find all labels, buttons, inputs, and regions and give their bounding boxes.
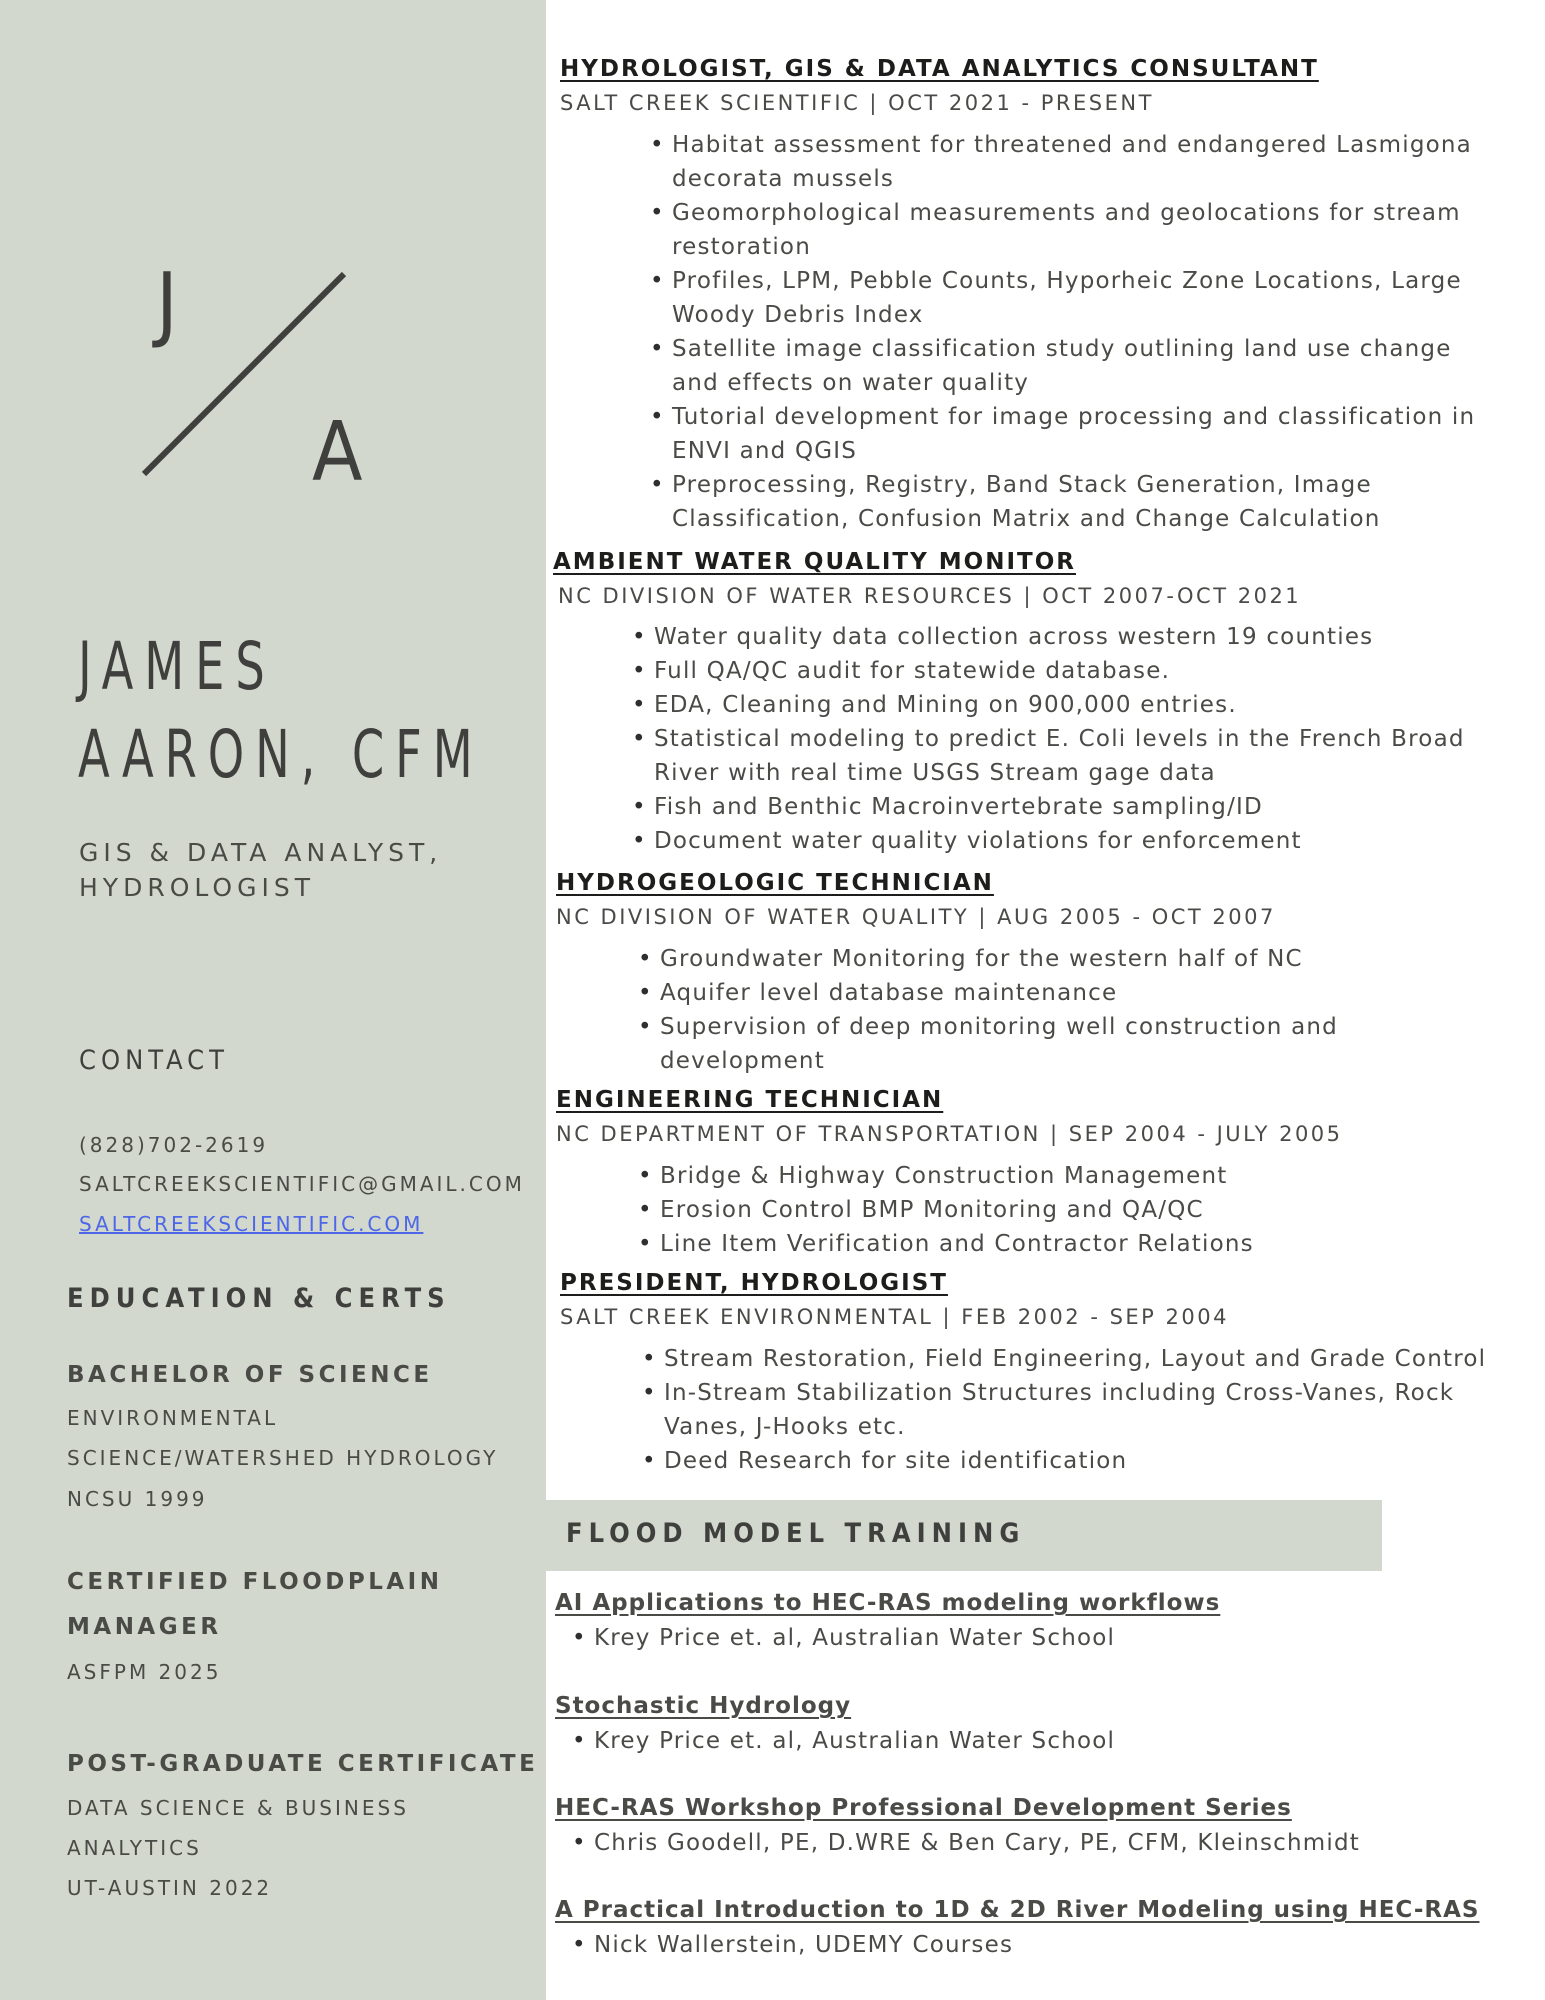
list-item: • Habitat assessment for threatened and endangered Lasmigona decorata mussels <box>650 128 1475 196</box>
job-title: ENGINEERING TECHNICIAN <box>556 1087 944 1113</box>
education-detail: ANALYTICS <box>67 1836 202 1860</box>
list-item: • Supervision of deep monitoring well construction and development <box>638 1010 1338 1078</box>
role-line-1: GIS & DATA ANALYST, <box>79 838 443 867</box>
list-item: • Nick Wallerstein, UDEMY Courses <box>572 1928 1013 1962</box>
training-heading: FLOOD MODEL TRAINING <box>566 1518 1026 1549</box>
list-item: • Satellite image classification study outlining land use change and effects on water quality <box>650 332 1475 400</box>
job-bullets <box>650 128 1475 536</box>
education-detail: ENVIRONMENTAL <box>67 1406 279 1430</box>
job-title: PRESIDENT, HYDROLOGIST <box>560 1270 948 1296</box>
phone-number: (828)702-2619 <box>79 1133 269 1157</box>
list-item: • Profiles, LPM, Pebble Counts, Hyporheic Zone Locations, Large Woody Debris Index <box>650 264 1475 332</box>
course-title: A Practical Introduction to 1D & 2D River Modeling using HEC-RAS <box>555 1897 1480 1923</box>
job-bullets <box>638 1159 1254 1261</box>
education-title: POST-GRADUATE CERTIFICATE <box>67 1751 539 1777</box>
contact-heading: CONTACT <box>79 1045 229 1076</box>
job-bullets <box>642 1342 1486 1478</box>
list-item: • In-Stream Stabilization Structures including Cross-Vanes, Rock Vanes, J-Hooks etc. <box>642 1376 1486 1444</box>
list-item: • Krey Price et. al, Australian Water School <box>572 1724 1115 1758</box>
name-line-2: AARON, CFM <box>78 716 484 793</box>
list-item: • Chris Goodell, PE, D.WRE & Ben Cary, PE, CFM, Kleinschmidt <box>572 1826 1360 1860</box>
role-line-2: HYDROLOGIST <box>79 873 315 902</box>
job-subtitle: NC DIVISION OF WATER QUALITY | AUG 2005 - OCT 2007 <box>556 905 1276 929</box>
job-title: HYDROGEOLOGIC TECHNICIAN <box>556 870 994 896</box>
job-subtitle: SALT CREEK ENVIRONMENTAL | FEB 2002 - SEP 2004 <box>560 1305 1229 1329</box>
job-subtitle: NC DIVISION OF WATER RESOURCES | OCT 2007-OCT 2021 <box>558 584 1302 608</box>
list-item: • Fish and Benthic Macroinvertebrate sampling/ID <box>632 790 1465 824</box>
course-title: Stochastic Hydrology <box>555 1693 852 1719</box>
list-item: • Krey Price et. al, Australian Water School <box>572 1621 1115 1655</box>
list-item: • Preprocessing, Registry, Band Stack Generation, Image Classification, Confusion Matrix and Change Calculation <box>650 468 1475 536</box>
education-title: MANAGER <box>67 1614 222 1640</box>
job-bullets <box>638 942 1338 1078</box>
education-detail: SCIENCE/WATERSHED HYDROLOGY <box>67 1446 499 1470</box>
list-item: • Geomorphological measurements and geolocations for stream restoration <box>650 196 1475 264</box>
education-heading: EDUCATION & CERTS <box>67 1283 451 1314</box>
education-detail: NCSU 1999 <box>67 1487 208 1511</box>
list-item: • Statistical modeling to predict E. Coli levels in the French Broad River with real time USGS Stream gage data <box>632 722 1465 790</box>
email-address[interactable]: SALTCREEKSCIENTIFIC@GMAIL.COM <box>79 1172 525 1196</box>
name-line-1: JAMES <box>78 628 276 705</box>
education-detail: DATA SCIENCE & BUSINESS <box>67 1796 409 1820</box>
education-title: BACHELOR OF SCIENCE <box>67 1362 433 1388</box>
list-item: • Tutorial development for image processing and classification in ENVI and QGIS <box>650 400 1475 468</box>
list-item: • Document water quality violations for enforcement <box>632 824 1465 858</box>
monogram-j: J <box>156 256 178 351</box>
list-item: • Water quality data collection across western 19 counties <box>632 620 1465 654</box>
list-item: • EDA, Cleaning and Mining on 900,000 entries. <box>632 688 1465 722</box>
list-item: • Stream Restoration, Field Engineering, Layout and Grade Control <box>642 1342 1486 1376</box>
job-bullets <box>632 620 1465 858</box>
education-title: CERTIFIED FLOODPLAIN <box>67 1569 443 1595</box>
job-subtitle: SALT CREEK SCIENTIFIC | OCT 2021 - PRESENT <box>560 91 1154 115</box>
course-provider <box>572 1928 1013 1962</box>
list-item: • Groundwater Monitoring for the western half of NC <box>638 942 1338 976</box>
list-item: • Full QA/QC audit for statewide database. <box>632 654 1465 688</box>
course-title: AI Applications to HEC-RAS modeling workflows <box>555 1590 1221 1616</box>
education-detail: ASFPM 2025 <box>67 1660 222 1684</box>
list-item: • Bridge & Highway Construction Management <box>638 1159 1254 1193</box>
job-title: HYDROLOGIST, GIS & DATA ANALYTICS CONSULTANT <box>560 56 1319 82</box>
list-item: • Line Item Verification and Contractor Relations <box>638 1227 1254 1261</box>
job-title: AMBIENT WATER QUALITY MONITOR <box>553 549 1076 575</box>
monogram-a: A <box>312 405 363 500</box>
course-title: HEC-RAS Workshop Professional Development Series <box>555 1795 1292 1821</box>
list-item: • Erosion Control BMP Monitoring and QA/QC <box>638 1193 1254 1227</box>
course-provider <box>572 1724 1115 1758</box>
list-item: • Deed Research for site identification <box>642 1444 1486 1478</box>
course-provider <box>572 1826 1360 1860</box>
website-link[interactable]: SALTCREEKSCIENTIFIC.COM <box>79 1212 424 1236</box>
list-item: • Aquifer level database maintenance <box>638 976 1338 1010</box>
job-subtitle: NC DEPARTMENT OF TRANSPORTATION | SEP 2004 - JULY 2005 <box>556 1122 1343 1146</box>
course-provider <box>572 1621 1115 1655</box>
education-detail: UT-AUSTIN 2022 <box>67 1876 273 1900</box>
